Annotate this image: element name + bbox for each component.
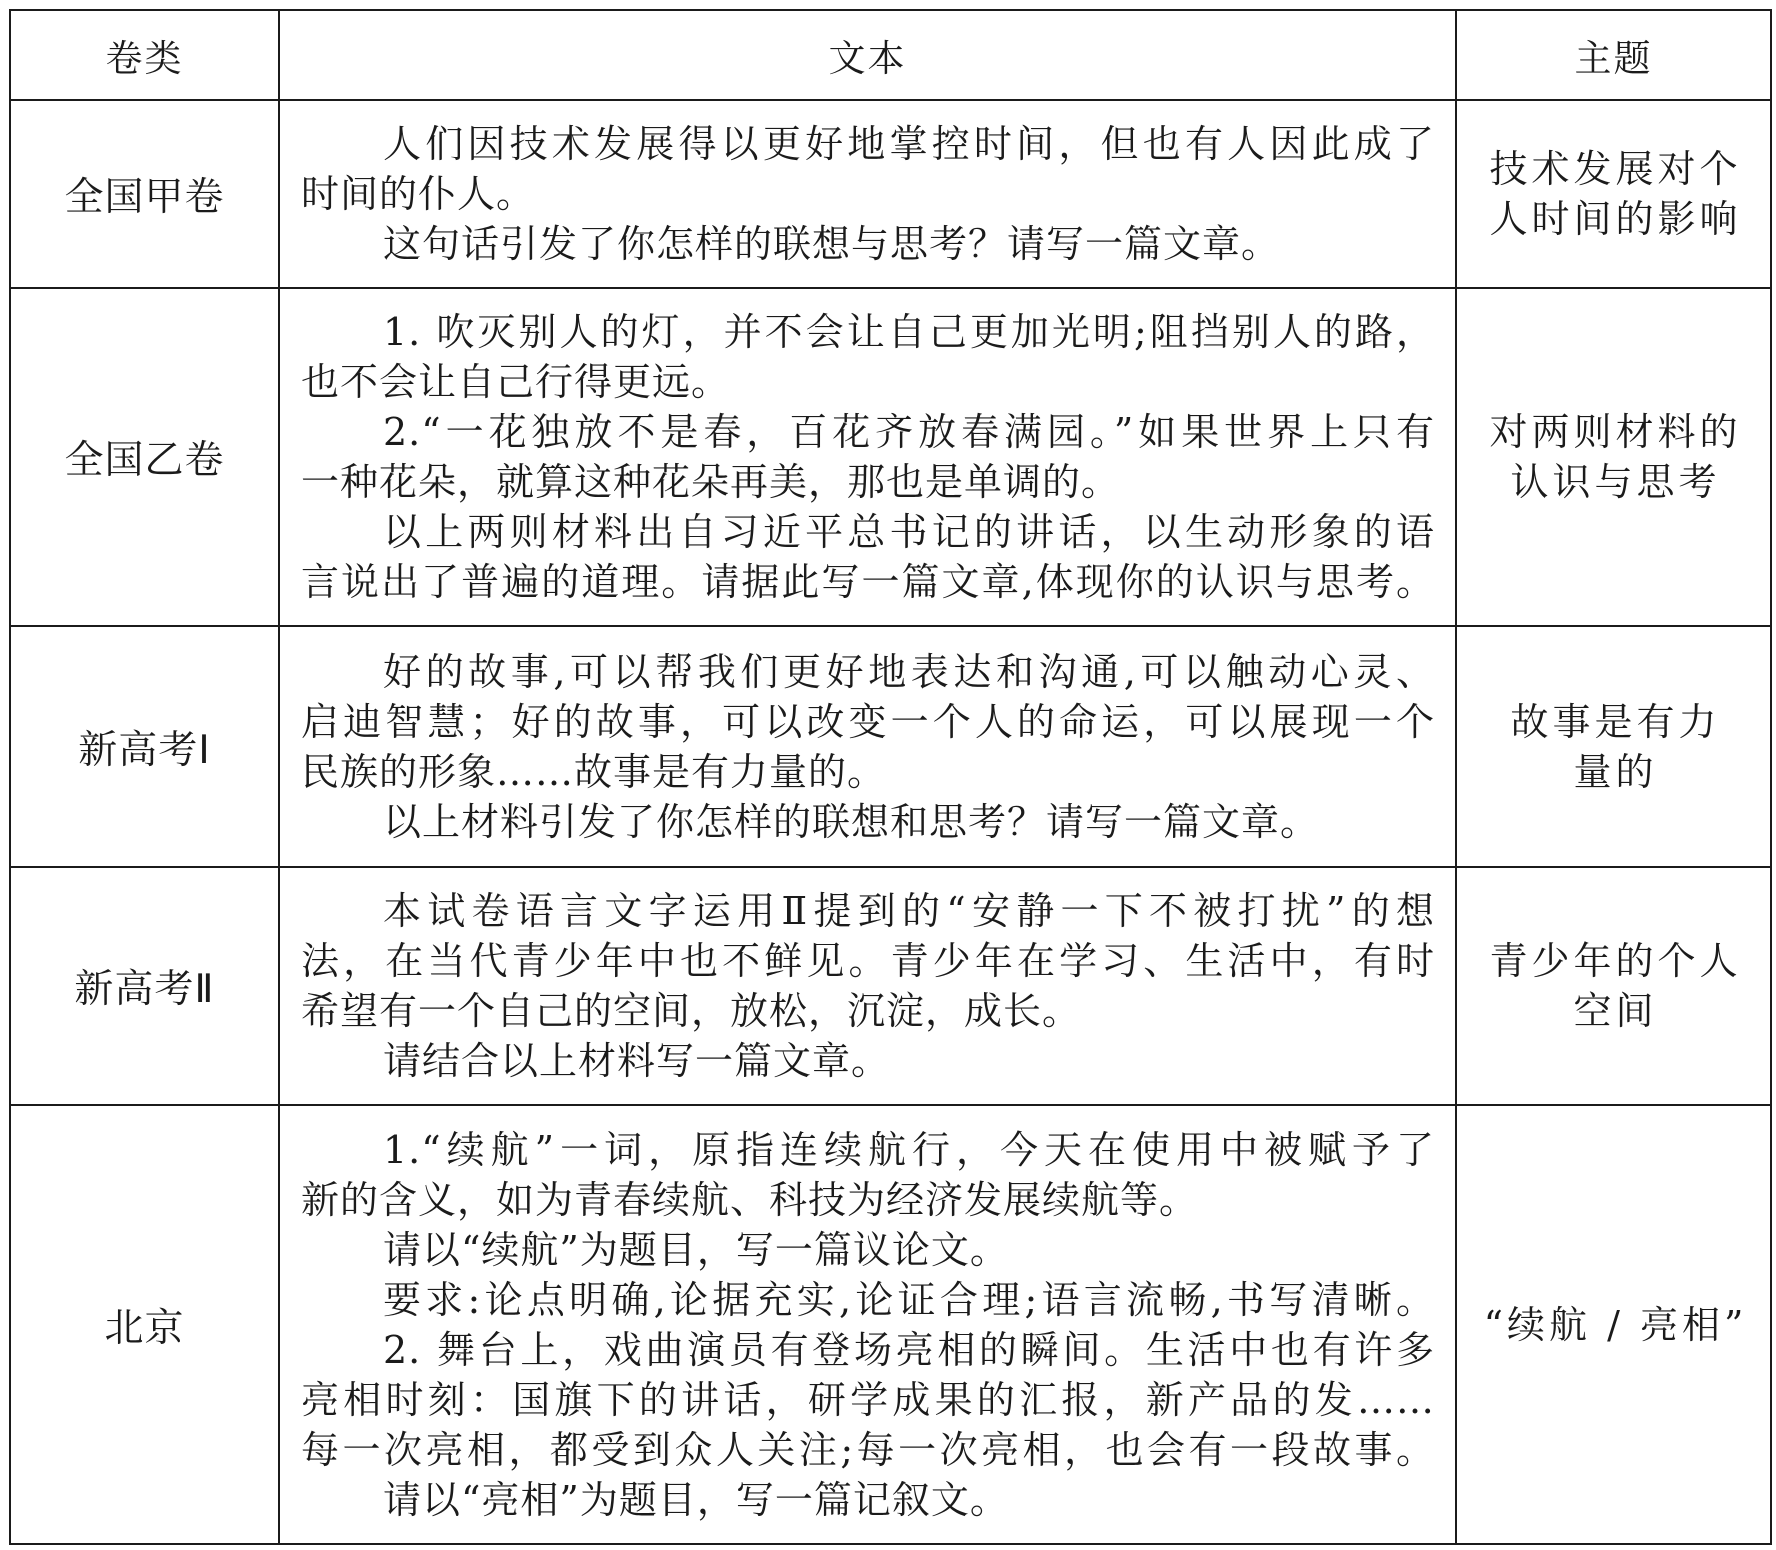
text-cell: [279, 626, 1456, 867]
category-cell: 全国乙卷: [10, 288, 279, 626]
text-block: [280, 647, 1455, 847]
text-line: 言说出了普遍的道理。请据此写一篇文章,体现你的认识与思考。: [301, 560, 1435, 604]
table-header-row: [10, 10, 1771, 100]
text-line: 也不会让自己行得更远。: [301, 360, 731, 404]
theme-cell: [1456, 1105, 1771, 1544]
table-row: [10, 867, 1771, 1105]
text-block: [280, 307, 1455, 607]
text-line: 1.“续航”一词，原指连续航行，今天在使用中被赋予了: [383, 1127, 1435, 1172]
theme-cell: [1456, 100, 1771, 288]
theme-line: 青少年的个人: [1489, 939, 1742, 983]
text-block: [280, 119, 1455, 269]
header-theme: 主题: [1456, 10, 1771, 100]
theme-line: 对两则材料的: [1489, 410, 1742, 454]
text-line: 法，在当代青少年中也不鲜见。青少年在学习、生活中，有时: [301, 939, 1435, 983]
theme-cell: [1456, 288, 1771, 626]
text-line: 每一次亮相，都受到众人关注;每一次亮相，也会有一段故事。: [301, 1427, 1435, 1472]
text-line: 以上两则材料出自习近平总书记的讲话，以生动形象的语: [383, 510, 1435, 554]
text-line: 亮相时刻：国旗下的讲话，研学成果的汇报，新产品的发……: [301, 1377, 1435, 1422]
text-line: 2.“一花独放不是春，百花齐放春满园。”如果世界上只有: [383, 410, 1435, 454]
text-line: 启迪智慧；好的故事，可以改变一个人的命运，可以展现一个: [301, 699, 1435, 744]
text-line: 本试卷语言文字运用Ⅱ提到的“安静一下不被打扰”的想: [383, 889, 1435, 933]
text-cell: [279, 1105, 1456, 1544]
text-line: 请以“续航”为题目，写一篇议论文。: [383, 1227, 1009, 1272]
text-cell: [279, 100, 1456, 288]
text-line: 要求:论点明确,论据充实,论证合理;语言流畅,书写清晰。: [383, 1277, 1435, 1322]
text-line: 1. 吹灭别人的灯，并不会让自己更加光明;阻挡别人的路，: [383, 310, 1435, 354]
text-line: 希望有一个自己的空间，放松，沉淀，成长。: [301, 989, 1082, 1033]
table-row: [10, 100, 1771, 288]
text-line: 一种花朵，就算这种花朵再美，那也是单调的。: [301, 460, 1121, 504]
theme-line: 人时间的影响: [1489, 197, 1742, 241]
text-line: 好的故事,可以帮我们更好地表达和沟通,可以触动心灵、: [383, 649, 1435, 694]
text-line: 新的含义，如为青春续航、科技为经济发展续航等。: [301, 1177, 1199, 1222]
header-text: 文本: [279, 10, 1456, 100]
text-line: 请结合以上材料写一篇文章。: [383, 1039, 891, 1083]
theme-line: 量的: [1573, 749, 1658, 794]
theme-line: 技术发展对个: [1489, 147, 1742, 191]
text-line: 请以“亮相”为题目，写一篇记叙文。: [383, 1477, 1009, 1522]
text-line: 人们因技术发展得以更好地掌控时间，但也有人因此成了: [383, 122, 1435, 166]
header-category: 卷类: [10, 10, 279, 100]
theme-cell: [1456, 626, 1771, 867]
table-row: [10, 288, 1771, 626]
theme-line: 认识与思考: [1510, 460, 1721, 504]
category-cell: 新高考Ⅰ: [10, 626, 279, 867]
text-cell: [279, 288, 1456, 626]
theme-cell: [1456, 867, 1771, 1105]
table-row: [10, 1105, 1771, 1544]
text-line: 这句话引发了你怎样的联想与思考？请写一篇文章。: [383, 222, 1281, 266]
category-cell: 北京: [10, 1105, 279, 1544]
theme-line: “续航 / 亮相”: [1483, 1302, 1748, 1347]
theme-line: 故事是有力: [1510, 699, 1721, 744]
text-line: 以上材料引发了你怎样的联想和思考？请写一篇文章。: [383, 799, 1320, 844]
document-page: [9, 9, 1772, 1545]
text-block: [280, 886, 1455, 1086]
category-cell: 全国甲卷: [10, 100, 279, 288]
text-line: 民族的形象……故事是有力量的。: [301, 749, 887, 794]
theme-line: 空间: [1573, 989, 1658, 1033]
text-line: 时间的仆人。: [301, 172, 536, 216]
table-row: [10, 626, 1771, 867]
text-line: 2. 舞台上，戏曲演员有登场亮相的瞬间。生活中也有许多: [383, 1327, 1435, 1372]
category-cell: 新高考Ⅱ: [10, 867, 279, 1105]
essay-topics-table: [9, 9, 1772, 1545]
text-cell: [279, 867, 1456, 1105]
text-block: [280, 1125, 1455, 1525]
